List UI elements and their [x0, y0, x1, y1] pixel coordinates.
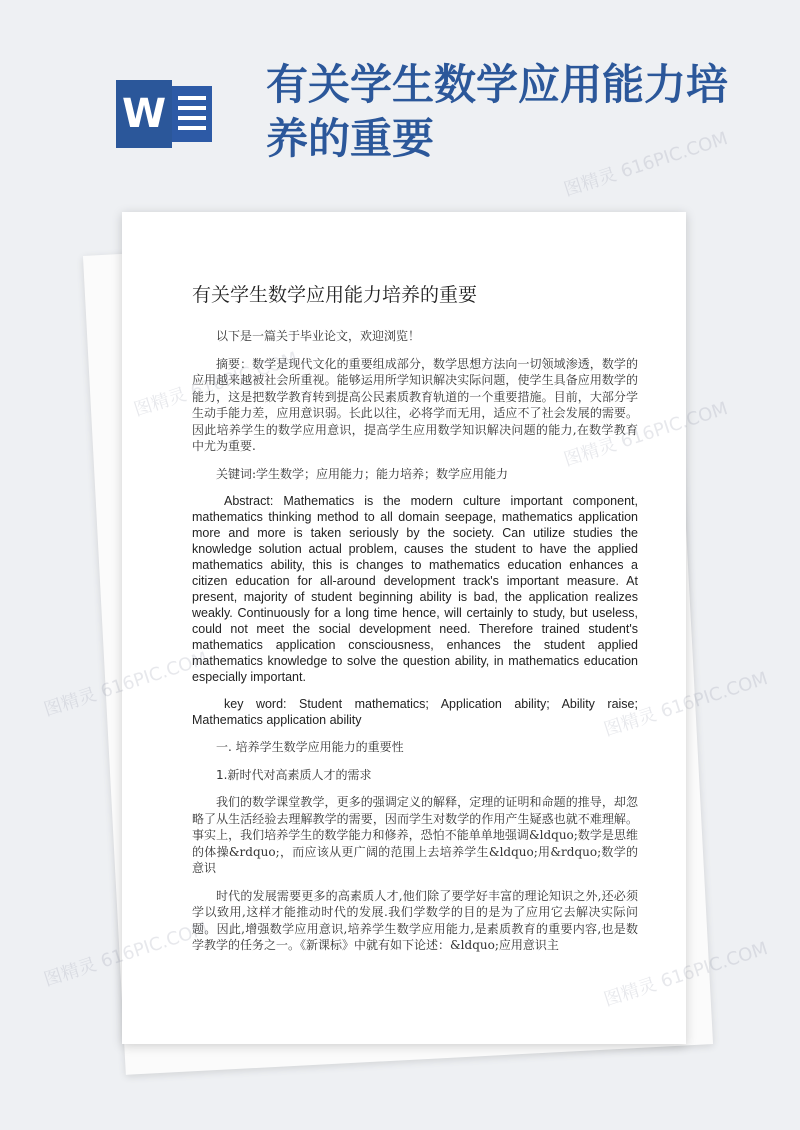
hero-title: 有关学生数学应用能力培养的重要	[266, 60, 729, 163]
keywords-en: key word: Student mathematics; Application ability; Ability raise; Mathematics application ability	[192, 697, 638, 727]
word-letter: W	[116, 80, 172, 148]
body-paragraph-1: 我们的数学课堂教学，更多的强调定义的解释，定理的证明和命题的推导，却忽略了从生活经验去理解教学的需要，因而学生对数学的作用产生疑惑也就不难理解。事实上，我们培养学生的数学能力和修养，恐怕不能单单地强调&ldquo;数学是思维的体操&rdquo;，而应该从更广阔的范围上去培养学生&ldquo;用&rdquo;数学的意识	[192, 795, 638, 875]
abstract-en: Abstract: Mathematics is the modern culture important component, mathematics thinking method to all domain seepage, mathematics application more and more is taken seriously by the society. Can utilize studies the knowledge solution actual problem, causes the student to have the applied mathematics ability, this is changes to mathematics education enhances a citizen education for all-around development track's important measure. At present, majority of student beginning ability is bad, the application realizes weakly. Continuously for a long time hence, will certainly to study, but useless, could not meet the social development need. Therefore trained student's mathematics application consciousness, enhances the student applied mathematics knowledge to solve the question ability, in mathematics education especially important.	[192, 494, 638, 684]
watermark: 616PIC.COM	[658, 668, 771, 723]
watermark: 图精灵 616PIC.COM	[561, 128, 731, 201]
abstract-cn: 摘要：数学是现代文化的重要组成部分，数学思想方法向一切领域渗透，数学的应用越来越被社会所重视。能够运用所学知识解决实际问题，使学生具备应用数学的能力，这是把数学教育转到提高公民素质教育轨道的一个重要措施。目前，大部分学生动手能力差，应用意识弱。长此以往，必将学而无用，适应不了社会发展的需要。因此培养学生的数学应用意识，提高学生应用数学知识解决问题的能力,在数学教育中尤为重要.	[192, 356, 638, 453]
section-heading: 一. 培养学生数学应用能力的重要性	[216, 740, 404, 754]
document-page	[122, 212, 686, 1044]
keywords-cn: 关键词:学生数学；应用能力；能力培养；数学应用能力	[216, 466, 509, 481]
body-paragraph-2: 时代的发展需要更多的高素质人才,他们除了要学好丰富的理论知识之外,还必须学以致用,这样才能推动时代的发展.我们学数学的目的是为了应用它去解决实际问题。因此,增强数学应用意识,培养学生数学应用能力,是素质教育的重要内容,也是数学教学的任务之一。《新课标》中就有如下论述：&ldquo;应用意识主	[192, 888, 638, 952]
watermark: 616PIC.COM	[658, 938, 771, 993]
watermark: 图精灵	[41, 684, 100, 721]
document-body	[192, 328, 638, 965]
document-title: 有关学生数学应用能力培养的重要	[192, 284, 478, 306]
word-app-icon	[116, 80, 212, 148]
intro-paragraph: 以下是一篇关于毕业论文，欢迎浏览！	[216, 329, 421, 343]
watermark: 图精灵	[41, 954, 100, 991]
subsection-heading: 1.新时代对高素质人才的需求	[216, 767, 372, 782]
